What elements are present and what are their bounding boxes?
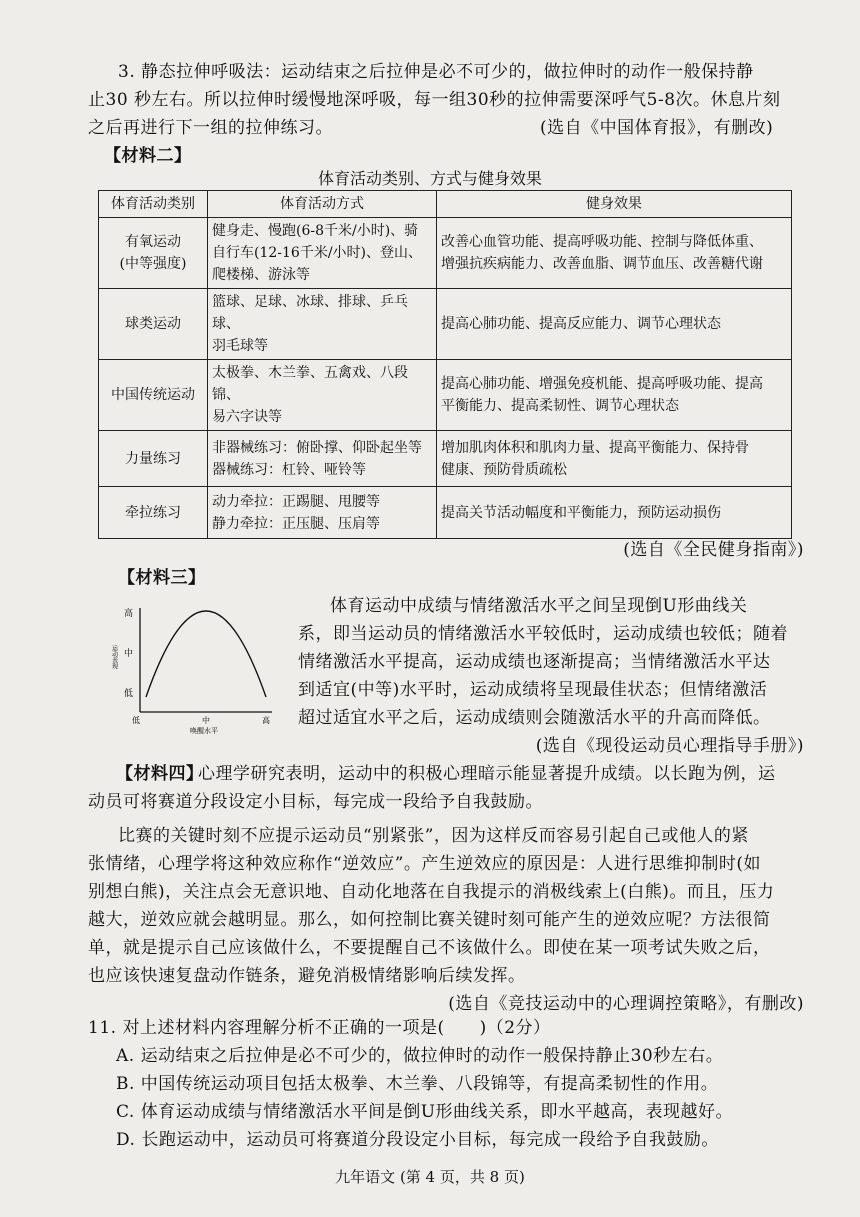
question-stem: 11. 对上述材料内容理解分析不正确的一项是( )（2分） xyxy=(88,1018,551,1038)
x-tick-mid: 中 xyxy=(202,716,210,725)
table-cell-method: 非器械练习：俯卧撑、仰卧起坐等 器械练习：杠铃、哑铃等 xyxy=(208,431,437,487)
table-header-row xyxy=(99,191,792,218)
table-header: 健身效果 xyxy=(437,191,792,218)
table-cell-effect: 提高关节活动幅度和平衡能力，预防运动损伤 xyxy=(437,487,792,539)
table-cell-method: 篮球、足球、冰球、排球、乒乓球、 羽毛球等 xyxy=(208,289,437,360)
paragraph-line: 单，就是提示自己应该做什么，不要提醒自己不该做什么。即使在某一项考试失败之后， xyxy=(88,938,771,958)
table-cell-method: 健身走、慢跑(6-8千米/小时)、骑 自行车(12-16千米/小时)、登山、 爬楼梯、游泳等 xyxy=(208,218,437,289)
option-a[interactable]: A. 运动结束之后拉伸是必不可少的，做拉伸时的动作一般保持静止30秒左右。 xyxy=(116,1046,724,1066)
table-cell-method: 太极拳、木兰拳、五禽戏、八段锦、 易六字诀等 xyxy=(208,360,437,431)
inverted-u-chart xyxy=(112,600,277,735)
table-cell-category: 中国传统运动 xyxy=(99,360,208,431)
paragraph-line: 系，即当运动员的情绪激活水平较低时，运动成绩也较低；随着 xyxy=(298,624,788,644)
table-row xyxy=(99,360,792,431)
table-cell-category: 牵拉练习 xyxy=(99,487,208,539)
x-tick-low: 低 xyxy=(132,716,140,725)
table-row xyxy=(99,487,792,539)
table-cell-category: 有氧运动 (中等强度) xyxy=(99,218,208,289)
table-row xyxy=(99,289,792,360)
source-citation: (选自《全民健身指南》) xyxy=(623,540,804,560)
inverted-u-curve xyxy=(146,611,266,697)
material-heading: 【材料三】 xyxy=(118,568,206,588)
table-cell-category: 力量练习 xyxy=(99,431,208,487)
paragraph-line: 也应该快速复盘动作链条，避免消极情绪影响后续发挥。 xyxy=(88,966,526,986)
paragraph-line: 之后再进行下一组的拉伸练习。 xyxy=(88,118,333,138)
paragraph-line: 到适宜(中等)水平时，运动成绩将呈现最佳状态；但情绪激活 xyxy=(298,680,768,700)
option-b[interactable]: B. 中国传统运动项目包括太极拳、木兰拳、八段锦等，有提高柔韧性的作用。 xyxy=(116,1074,719,1094)
source-citation: (选自《现役运动员心理指导手册》) xyxy=(535,736,804,756)
page-footer: 九年语文 (第 4 页，共 8 页) xyxy=(335,1168,525,1186)
table-cell-effect: 提高心肺功能、增强免疫机能、提高呼吸功能、提高 平衡能力、提高柔韧性、调节心理状态 xyxy=(437,360,792,431)
option-d[interactable]: D. 长跑运动中，运动员可将赛道分段设定小目标，每完成一段给予自我鼓励。 xyxy=(116,1130,719,1150)
table-row xyxy=(99,218,792,289)
paragraph-line: 止30 秒左右。所以拉伸时缓慢地深呼吸，每一组30秒的拉伸需要深呼气5-8次。休息片刻 xyxy=(88,90,781,110)
y-tick-high: 高 xyxy=(124,609,134,619)
material-heading: 【材料四】 xyxy=(116,764,204,784)
paragraph-line: 体育运动中成绩与情绪激活水平之间呈现倒U形曲线关 xyxy=(330,596,748,616)
material-heading: 【材料二】 xyxy=(104,146,192,166)
table-header: 体育活动类别 xyxy=(99,191,208,218)
paragraph-line: 3. 静态拉伸呼吸法：运动结束之后拉伸是必不可少的，做拉伸时的动作一般保持静 xyxy=(118,62,754,82)
table-title: 体育活动类别、方式与健身效果 xyxy=(317,169,542,188)
paragraph-line: 越大，逆效应就会越明显。那么，如何控制比赛关键时刻可能产生的逆效应呢？方法很简 xyxy=(88,910,771,930)
table-row xyxy=(99,431,792,487)
table-cell-category: 球类运动 xyxy=(99,289,208,360)
table-cell-effect: 提高心肺功能、提高反应能力、调节心理状态 xyxy=(437,289,792,360)
source-citation: (选自《竞技运动中的心理调控策略》，有删改) xyxy=(448,994,804,1014)
table-cell-method: 动力牵拉：正踢腿、甩腰等 静力牵拉：正压腿、压肩等 xyxy=(208,487,437,539)
paragraph-line: 比赛的关键时刻不应提示运动员“别紧张”，因为这样反而容易引起自己或他人的紧 xyxy=(118,826,749,846)
option-c[interactable]: C. 体育运动成绩与情绪激活水平间是倒U形曲线关系，即水平越高，表现越好。 xyxy=(116,1102,734,1122)
paragraph-line: 心理学研究表明，运动中的积极心理暗示能显著提升成绩。以长跑为例，运 xyxy=(198,764,776,784)
table-header: 体育活动方式 xyxy=(208,191,437,218)
y-axis-label: 运动表现 xyxy=(110,645,118,669)
x-axis-label: 唤醒水平 xyxy=(190,727,218,735)
paragraph-line: 超过适宜水平之后，运动成绩则会随激活水平的升高而降低。 xyxy=(298,708,771,728)
paragraph-line: 别想白熊)，关注点会无意识地、自动化地落在自我提示的消极线索上(白熊)。而且，压力 xyxy=(88,882,775,902)
paragraph-line: 张情绪，心理学将这种效应称作“逆效应”。产生逆效应的原因是：人进行思维抑制时(如 xyxy=(88,854,762,874)
fitness-table xyxy=(98,190,792,539)
paragraph-line: 动员可将赛道分段设定小目标，每完成一段给予自我鼓励。 xyxy=(88,792,543,812)
x-tick-high: 高 xyxy=(262,716,270,725)
source-citation: (选自《中国体育报》，有删改) xyxy=(540,118,774,138)
table-cell-effect: 增加肌肉体积和肌肉力量、提高平衡能力、保持骨 健康、预防骨质疏松 xyxy=(437,431,792,487)
y-tick-mid: 中 xyxy=(124,649,134,659)
paragraph-line: 情绪激活水平提高，运动成绩也逐渐提高；当情绪激活水平达 xyxy=(298,652,771,672)
table-cell-effect: 改善心血管功能、提高呼吸功能、控制与降低体重、 增强抗疾病能力、改善血脂、调节血压、改善糖代谢 xyxy=(437,218,792,289)
y-tick-low: 低 xyxy=(124,689,134,699)
